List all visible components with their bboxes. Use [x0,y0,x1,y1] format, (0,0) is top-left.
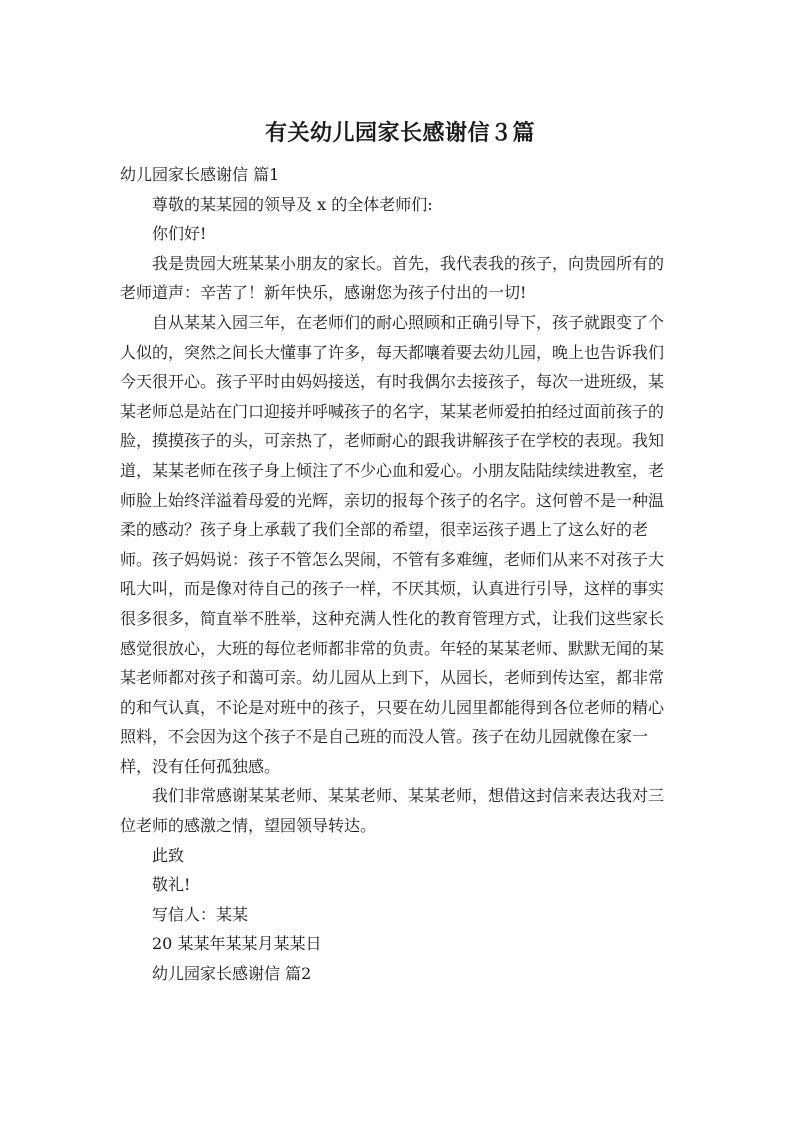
text-line: 脸，摸摸孩子的头，可亲热了，老师耐心的跟我讲解孩子在学校的表现。我知 [120,431,665,451]
text-line: 样，没有任何孤独感。 [120,756,281,776]
text-line: 我们非常感谢某某老师、某某老师、某某老师，想借这封信来表达我对三 [152,786,665,806]
text-line: 20 某某年某某月某某日 [152,934,322,954]
text-line: 很多很多，简直举不胜举，这种充满人性化的教育管理方式，让我们这些家长 [120,608,665,628]
text-line: 今天很开心。孩子平时由妈妈接送，有时我偶尔去接孩子，每次一进班级，某 [120,372,665,392]
text-line: 某老师总是站在门口迎接并呼喊孩子的名字，某某老师爱拍拍经过面前孩子的 [120,401,665,421]
text-line: 幼儿园家长感谢信 篇2 [152,964,312,984]
document-body [120,160,675,989]
text-line: 位老师的感激之情，望园领导转达。 [120,816,377,836]
text-line: 老师道声：辛苦了！新年快乐，感谢您为孩子付出的一切! [120,283,527,303]
text-line: 人似的，突然之间长大懂事了许多，每天都嚷着要去幼儿园，晚上也告诉我们 [120,342,665,362]
text-line: 我是贵园大班某某小朋友的家长。首先，我代表我的孩子，向贵园所有的 [152,253,665,273]
text-line: 师脸上始终洋溢着母爱的光辉，亲切的报每个孩子的名字。这何曾不是一种温 [120,490,665,510]
text-line: 柔的感动？孩子身上承载了我们全部的希望，很幸运孩子遇上了这么好的老 [120,520,649,540]
text-line: 的和气认真，不论是对班中的孩子，只要在幼儿园里都能得到各位老师的精心 [120,697,665,717]
text-line: 自从某某入园三年，在老师们的耐心照顾和正确引导下，孩子就跟变了个 [152,312,665,332]
text-line: 敬礼! [152,875,191,895]
text-line: 写信人：某某 [152,904,249,924]
text-line: 此致 [152,845,185,865]
text-line: 感觉很放心，大班的每位老师都非常的负责。年轻的某某老师、默默无闻的某 [120,638,665,658]
text-line: 师。孩子妈妈说：孩子不管怎么哭闹，不管有多难缠，老师们从来不对孩子大 [120,549,665,569]
text-line: 道，某某老师在孩子身上倾注了不少心血和爱心。小朋友陆陆续续进教室，老 [120,460,665,480]
text-line: 你们好! [152,224,207,244]
text-line: 幼儿园家长感谢信 篇1 [120,165,280,184]
text-line: 尊敬的某某园的领导及 x 的全体老师们: [152,194,433,214]
text-line: 照料，不会因为这个孩子不是自己班的而没人管。孩子在幼儿园就像在家一 [120,727,649,747]
text-line: 某老师都对孩子和蔼可亲。幼儿园从上到下，从园长，老师到传达室，都非常 [120,668,665,688]
text-line: 吼大叫，而是像对待自己的孩子一样，不厌其烦，认真进行引导，这样的事实 [120,579,665,599]
document-title: 有关幼儿园家长感谢信３篇 [264,121,535,146]
